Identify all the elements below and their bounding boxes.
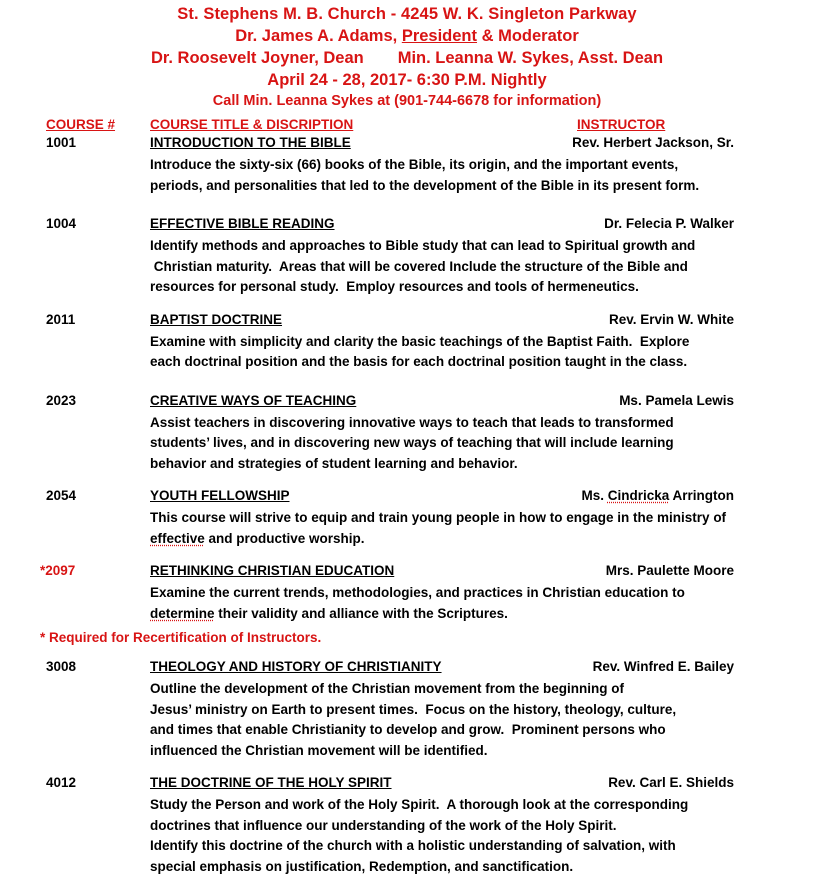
- course-number: 1001: [46, 135, 77, 151]
- spacer: [12, 373, 802, 393]
- course-number: 1004: [46, 216, 77, 232]
- course-instructor: Rev. Herbert Jackson, Sr.: [572, 135, 734, 151]
- course-title: INTRODUCTION TO THE BIBLE: [150, 135, 351, 151]
- description-line: influenced the Christian movement will be identified.: [150, 742, 488, 758]
- course-title: THEOLOGY AND HISTORY OF CHRISTIANITY: [150, 659, 442, 675]
- description-word: effective: [150, 530, 205, 546]
- moderator-name: Dr. James A. Adams,: [235, 26, 402, 45]
- course-instructor: Dr. Felecia P. Walker: [604, 216, 734, 232]
- description-line: Examine the current trends, methodologies, and practices in Christian education to: [150, 585, 685, 601]
- description-line: each doctrinal position and the basis for each doctrinal position taught in the class.: [150, 354, 688, 370]
- deans-line: [12, 48, 802, 70]
- course-instructor: Rev. Winfred E. Bailey: [592, 659, 734, 675]
- instructor-prefix: Ms.: [581, 488, 608, 504]
- required-note: * Required for Recertification of Instructors.: [40, 630, 322, 646]
- assistant-dean-name: Min. Leanna W. Sykes, Asst. Dean: [397, 48, 664, 67]
- spacer: [12, 645, 802, 659]
- description-line: Assist teachers in discovering innovative ways to teach that leads to transformed: [150, 414, 674, 430]
- description-line: Jesus’ ministry on Earth to present times. Focus on the history, theology, culture,: [150, 701, 677, 717]
- moderator-line: [12, 26, 802, 48]
- description-line: [150, 604, 742, 625]
- description-line: students’ lives, and in discovering new ways of teaching that will include learning: [150, 435, 674, 451]
- course-number: 3008: [46, 659, 77, 675]
- spacer: [12, 298, 802, 312]
- dean-name: Dr. Roosevelt Joyner, Dean: [150, 48, 364, 67]
- course-title: CREATIVE WAYS OF TEACHING: [150, 392, 357, 408]
- course-entry: [12, 563, 802, 624]
- contact-line: Call Min. Leanna Sykes at (901-744-6678 for information): [212, 92, 602, 109]
- description-line-rest: their validity and alliance with the Scriptures.: [214, 605, 508, 621]
- course-instructor: Rev. Ervin W. White: [608, 311, 734, 327]
- course-entry: [12, 488, 802, 549]
- column-header-instructor: INSTRUCTOR: [577, 117, 666, 133]
- course-entry: [12, 393, 802, 475]
- course-description: [150, 775, 742, 877]
- column-header-row: [12, 117, 802, 135]
- description-line: Examine with simplicity and clarity the basic teachings of the Baptist Faith. Explore: [150, 333, 690, 349]
- dates-line: April 24 - 28, 2017- 6:30 P.M. Nightly: [267, 70, 547, 89]
- course-instructor: Ms. Pamela Lewis: [619, 392, 734, 408]
- course-number: 2054: [46, 488, 77, 504]
- course-instructor: Rev. Carl E. Shields: [608, 775, 734, 791]
- course-entry: [12, 659, 802, 761]
- description-line: Identify this doctrine of the church with a holistic understanding of salvation, with: [150, 838, 676, 854]
- church-name-line: St. Stephens M. B. Church - 4245 W. K. Singleton Parkway: [177, 5, 637, 23]
- course-title: BAPTIST DOCTRINE: [150, 311, 283, 327]
- description-line: doctrines that influence our understanding of the work of the Holy Spirit.: [150, 817, 617, 833]
- instructor-first-name: Cindricka: [607, 488, 670, 504]
- description-line: Introduce the sixty-six (66) books of the Bible, its origin, and the important events,: [150, 157, 679, 173]
- spacer: [12, 761, 802, 775]
- description-line-rest: and productive worship.: [204, 530, 365, 546]
- description-line: behavior and strategies of student learning and behavior.: [150, 455, 518, 471]
- description-line: [150, 529, 742, 550]
- course-title: YOUTH FELLOWSHIP: [150, 488, 290, 504]
- course-title: THE DOCTRINE OF THE HOLY SPIRIT: [150, 775, 392, 791]
- document-header: [12, 4, 802, 111]
- description-line: periods, and personalities that led to the development of the Bible in its present form.: [150, 177, 700, 193]
- moderator-suffix: & Moderator: [477, 26, 579, 45]
- course-title: RETHINKING CHRISTIAN EDUCATION: [150, 563, 395, 579]
- moderator-title: President: [401, 26, 478, 45]
- course-entry: [12, 312, 802, 373]
- description-line: Outline the development of the Christian movement from the beginning of: [150, 681, 625, 697]
- course-number: 2011: [46, 311, 76, 327]
- course-title: EFFECTIVE BIBLE READING: [150, 216, 335, 232]
- description-word: determine: [150, 605, 215, 621]
- course-instructor: Mrs. Paulette Moore: [605, 563, 734, 579]
- description-line: This course will strive to equip and train young people in how to engage in the ministry of: [150, 510, 727, 526]
- column-header-course-number: COURSE #: [46, 117, 116, 133]
- course-number: 4012: [46, 775, 77, 791]
- course-entry: [12, 216, 802, 298]
- spacer: [12, 196, 802, 216]
- spacer: [12, 549, 802, 563]
- course-number: 2023: [46, 392, 77, 408]
- instructor-last-name: Arrington: [669, 488, 734, 504]
- description-line: Identify methods and approaches to Bible study that can lead to Spiritual growth and: [150, 238, 696, 254]
- description-line: Christian maturity. Areas that will be covered Include the structure of the Bible and: [150, 258, 688, 274]
- description-line: and times that enable Christianity to develop and grow. Prominent persons who: [150, 722, 666, 738]
- course-number: *2097: [40, 563, 76, 579]
- description-line: resources for personal study. Employ resources and tools of hermeneutics.: [150, 279, 639, 295]
- course-entry: [12, 775, 802, 877]
- course-description: [150, 659, 742, 761]
- column-header-course-title: COURSE TITLE & DISCRIPTION: [150, 117, 354, 133]
- spacer: [12, 474, 802, 488]
- course-instructor: [581, 488, 734, 503]
- course-entry: [12, 135, 802, 196]
- description-line: Study the Person and work of the Holy Spirit. A thorough look at the corresponding: [150, 797, 689, 813]
- description-line: special emphasis on justification, Redemption, and sanctification.: [150, 858, 574, 874]
